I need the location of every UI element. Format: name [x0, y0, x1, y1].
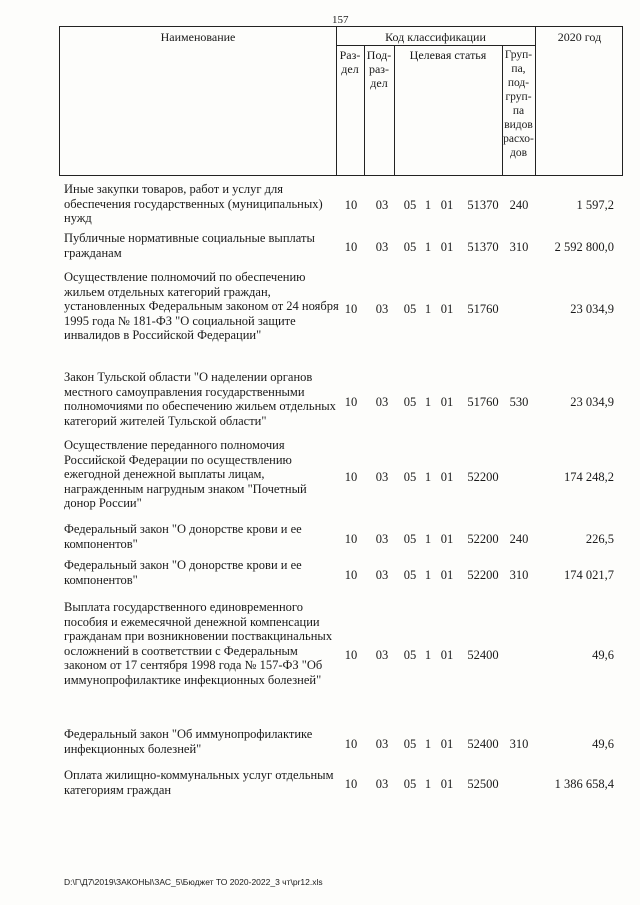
header-subsection: Под- раз- дел: [366, 48, 392, 90]
row-amount: 49,6: [592, 737, 614, 751]
code-cs1: 05: [403, 532, 417, 546]
header-section: Раз- дел: [339, 48, 361, 76]
code-cs2: 1: [424, 737, 432, 751]
code-podrazdel: 03: [375, 737, 389, 751]
row-codes: [0, 239, 640, 255]
code-razdel: 10: [344, 302, 358, 316]
row-amount: 2 592 800,0: [554, 240, 614, 254]
row-codes: [0, 301, 640, 317]
row-amount: 23 034,9: [570, 302, 614, 316]
page-number: 157: [332, 14, 349, 26]
header-classification: Код классификации: [385, 30, 486, 44]
row-amount: 174 021,7: [564, 568, 614, 582]
code-cs1: 05: [403, 395, 417, 409]
code-cs4: 51760: [467, 302, 499, 316]
code-cs2: 1: [424, 568, 432, 582]
table-row: [0, 370, 640, 434]
code-cs2: 1: [424, 240, 432, 254]
table-row: [0, 182, 640, 228]
row-name: Закон Тульской области "О наделении органов местного самоуправления государственными полномочиями по обеспечению жильем отдельных категорий жителей Тульской области": [64, 370, 336, 428]
table-row: [0, 270, 640, 348]
code-razdel: 10: [344, 648, 358, 662]
code-podrazdel: 03: [375, 532, 389, 546]
row-amount: 23 034,9: [570, 395, 614, 409]
header-year: 2020 год: [557, 30, 602, 44]
row-name: Выплата государственного единовременного пособия и ежемесячной денежной компенсации гражданам при возникновении поствакцинальных осложнений в соответствии с Федеральным законом от 17 сентября 1998 года № 157-ФЗ "Об иммунопрофилактике инфекционных болезней": [64, 600, 333, 687]
code-cs4: 52200: [467, 470, 499, 484]
code-cs1: 05: [403, 648, 417, 662]
code-cs1: 05: [403, 737, 417, 751]
code-podrazdel: 03: [375, 302, 389, 316]
table-row: [0, 768, 640, 800]
row-name: Осуществление полномочий по обеспечению жильем отдельных категорий граждан, установленных Федеральным законом от 24 ноября 1995 года № 181-ФЗ "О социальной защите инвалидов в Российской Федерации": [64, 270, 339, 342]
code-razdel: 10: [344, 568, 358, 582]
code-cs4: 52200: [467, 532, 499, 546]
code-cs1: 05: [403, 777, 417, 791]
row-name: Публичные нормативные социальные выплаты гражданам: [64, 231, 315, 260]
row-codes: [0, 647, 640, 663]
code-cs4: 52200: [467, 568, 499, 582]
code-cs3: 01: [440, 395, 454, 409]
row-codes: [0, 197, 640, 213]
code-razdel: 10: [344, 240, 358, 254]
row-name: Иные закупки товаров, работ и услуг для обеспечения государственных (муниципальных) нужд: [64, 182, 323, 225]
row-amount: 226,5: [585, 532, 614, 546]
row-name: Федеральный закон "О донорстве крови и ее компонентов": [64, 522, 302, 551]
code-vid: 530: [509, 395, 529, 409]
row-amount: 1 597,2: [576, 198, 614, 212]
code-vid: 310: [509, 568, 529, 582]
code-cs2: 1: [424, 470, 432, 484]
code-podrazdel: 03: [375, 395, 389, 409]
header-target-item: Целевая статья: [409, 48, 487, 62]
code-cs3: 01: [440, 648, 454, 662]
code-cs1: 05: [403, 302, 417, 316]
header-name: Наименование: [160, 30, 236, 44]
code-cs3: 01: [440, 777, 454, 791]
code-podrazdel: 03: [375, 240, 389, 254]
table-row: [0, 727, 640, 761]
row-codes: [0, 469, 640, 485]
code-cs3: 01: [440, 532, 454, 546]
code-razdel: 10: [344, 470, 358, 484]
code-cs1: 05: [403, 470, 417, 484]
row-codes: [0, 776, 640, 792]
row-name: Осуществление переданного полномочия Российской Федерации по осуществлению ежегодной денежной выплаты лицам, награжденным нагрудным знаком "Почетный донор России": [64, 438, 307, 510]
code-podrazdel: 03: [375, 777, 389, 791]
code-vid: 240: [509, 198, 529, 212]
row-codes: [0, 394, 640, 410]
code-razdel: 10: [344, 737, 358, 751]
code-podrazdel: 03: [375, 198, 389, 212]
code-cs2: 1: [424, 777, 432, 791]
code-cs1: 05: [403, 240, 417, 254]
code-cs3: 01: [440, 302, 454, 316]
code-cs3: 01: [440, 470, 454, 484]
code-razdel: 10: [344, 777, 358, 791]
table-row: [0, 438, 640, 516]
code-cs3: 01: [440, 568, 454, 582]
code-podrazdel: 03: [375, 568, 389, 582]
row-name: Федеральный закон "О донорстве крови и ее компонентов": [64, 558, 302, 587]
code-cs4: 52500: [467, 777, 499, 791]
code-razdel: 10: [344, 198, 358, 212]
row-name: Федеральный закон "Об иммунопрофилактике инфекционных болезней": [64, 727, 313, 756]
code-razdel: 10: [344, 395, 358, 409]
code-vid: 240: [509, 532, 529, 546]
code-cs2: 1: [424, 648, 432, 662]
row-amount: 1 386 658,4: [554, 777, 614, 791]
table-row: [0, 558, 640, 592]
code-cs3: 01: [440, 737, 454, 751]
code-cs2: 1: [424, 532, 432, 546]
code-cs4: 52400: [467, 648, 499, 662]
row-amount: 174 248,2: [564, 470, 614, 484]
table-row: [0, 600, 640, 710]
code-cs2: 1: [424, 395, 432, 409]
code-cs4: 52400: [467, 737, 499, 751]
code-cs4: 51760: [467, 395, 499, 409]
row-codes: [0, 736, 640, 752]
code-podrazdel: 03: [375, 648, 389, 662]
code-vid: 310: [509, 737, 529, 751]
code-cs3: 01: [440, 240, 454, 254]
code-podrazdel: 03: [375, 470, 389, 484]
header-expense-group: Груп- па, под- груп- па видов расхо- дов: [503, 49, 534, 159]
code-cs2: 1: [424, 198, 432, 212]
code-cs4: 51370: [467, 198, 499, 212]
table-row: [0, 231, 640, 263]
code-cs2: 1: [424, 302, 432, 316]
row-codes: [0, 531, 640, 547]
row-amount: 49,6: [592, 648, 614, 662]
file-path: D:\Г\Д7\2019\ЗАКОНЫ\ЗАС_5\Бюджет ТО 2020-2022_3 чт\pr12.xls: [64, 877, 323, 887]
code-cs3: 01: [440, 198, 454, 212]
code-cs1: 05: [403, 568, 417, 582]
row-name: Оплата жилищно-коммунальных услуг отдельным категориям граждан: [64, 768, 334, 797]
table-header: [59, 26, 623, 176]
code-cs4: 51370: [467, 240, 499, 254]
table-row: [0, 522, 640, 556]
row-codes: [0, 567, 640, 583]
code-cs1: 05: [403, 198, 417, 212]
code-razdel: 10: [344, 532, 358, 546]
code-vid: 310: [509, 240, 529, 254]
